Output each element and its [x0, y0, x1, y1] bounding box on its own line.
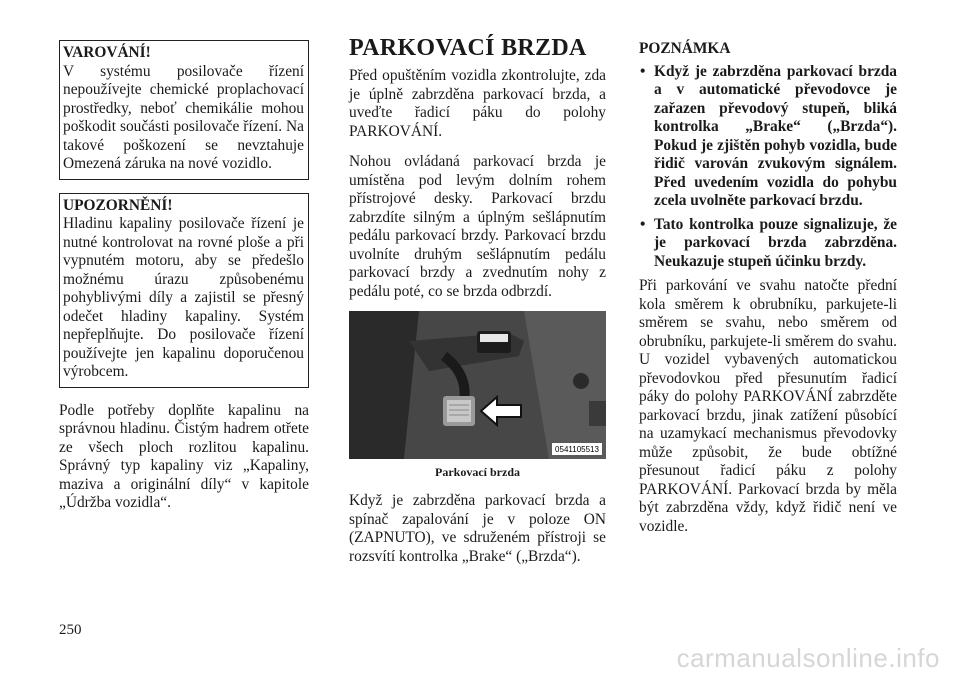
fluid-paragraph: Podle potřeby doplňte kapalinu na správnou hladinu. Čistým hadrem otřete ze všech ploch rozlitou kapalinu. Správný typ kapaliny viz „Kapaliny, maziva a originální díly“ v kapitole „Údržba vozidla“.	[59, 401, 309, 511]
image-code: 0541105513	[555, 445, 599, 454]
warning-box	[59, 40, 309, 180]
hill-parking-paragraph: Při parkování ve svahu natočte přední kola směrem k obrubníku, parkujete-li směrem se svahu, nebo směrem od obrubníku, parkujete-li směrem do svahu. U vozidel vybavených automatickou převodovkou před přesunutím řadicí páky do polohy PARKOVÁNÍ zabrzděte parkovací brzdu, jinak zatížení působící na uzamykací mechanismus převodovky může způsobit, že bude obtížné přesunout řadicí páku z polohy PARKOVÁNÍ. Parkovací brzda by měla být zabrzděna vždy, když řidič není ve vozidle.	[639, 277, 897, 535]
page-number: 250	[59, 622, 82, 638]
note-bullets	[639, 63, 897, 272]
watermark: carmanualsonline.info	[676, 643, 940, 673]
note-bullet-item: • Tato kontrolka pouze signalizuje, že je parkovací brzda zabrzděna. Neukazuje stupeň účinku brzdy.	[639, 216, 897, 272]
brake-paragraph-3: Když je zabrzděna parkovací brzda a spínač zapalování je v poloze ON (ZAPNUTO), ve sdruženém přístroji se rozsvítí kontrolka „Brake“ („Brzda“).	[349, 492, 606, 565]
right-column	[639, 40, 897, 536]
note-bullet-item: • Když je zabrzděna parkovací brzda a v automatické převodovce je zařazen převodový stupeň, bliká kontrolka „Brake“ („Brzda“). Pokud je zjištěn pohyb vozidla, bude řidič varován zvukovým signálem. Před uvedením vozidla do pohybu zcela uvolněte parkovací brzdu.	[639, 63, 897, 211]
brake-paragraph-1: Před opuštěním vozidla zkontrolujte, zda je úplně zabrzděna parkovací brzda, a uveďte řadicí páku do polohy PARKOVÁNÍ.	[349, 67, 606, 140]
figure-caption: Parkovací brzda	[435, 465, 520, 479]
caution-title: UPOZORNĚNÍ!	[63, 196, 173, 214]
note-title: POZNÁMKA	[639, 40, 731, 57]
parking-brake-photo	[349, 311, 606, 459]
section-heading: PARKOVACÍ BRZDA	[349, 35, 587, 61]
middle-column	[349, 35, 606, 566]
left-column	[59, 40, 309, 513]
caution-text: Hladinu kapaliny posilovače řízení je nutné kontrolovat na rovné ploše a při vypnutém motoru, aby se předešlo možnému úrazu způsobenému pohyblivými díly a zajistil se přesný odečet hladiny kapaliny. Systém nepřeplňujte. Do posilovače řízení používejte jen kapalinu doporučenou výrobcem.	[63, 215, 304, 380]
warning-title: VAROVÁNÍ!	[63, 44, 151, 61]
warning-text: V systému posilovače řízení nepoužívejte chemické proplachovací prostředky, neboť chemikálie mohou poškodit součásti posilovače řízení. Na takové poškození se nevztahuje Omezená záruka na nové vozidlo.	[63, 62, 304, 172]
brake-paragraph-2: Nohou ovládaná parkovací brzda je umístěna pod levým dolním rohem přístrojové desky. Parkovací brzdu zabrzdíte silným a úplným sešlápnutím pedálu parkovací brzdy. Parkovací brzdu uvolníte druhým sešlápnutím pedálu parkovací brzdy a zvednutím nohy z pedálu poté, co se brzda odbrzdí.	[349, 153, 606, 300]
parking-brake-illustration	[349, 311, 606, 459]
caution-box	[59, 193, 309, 388]
